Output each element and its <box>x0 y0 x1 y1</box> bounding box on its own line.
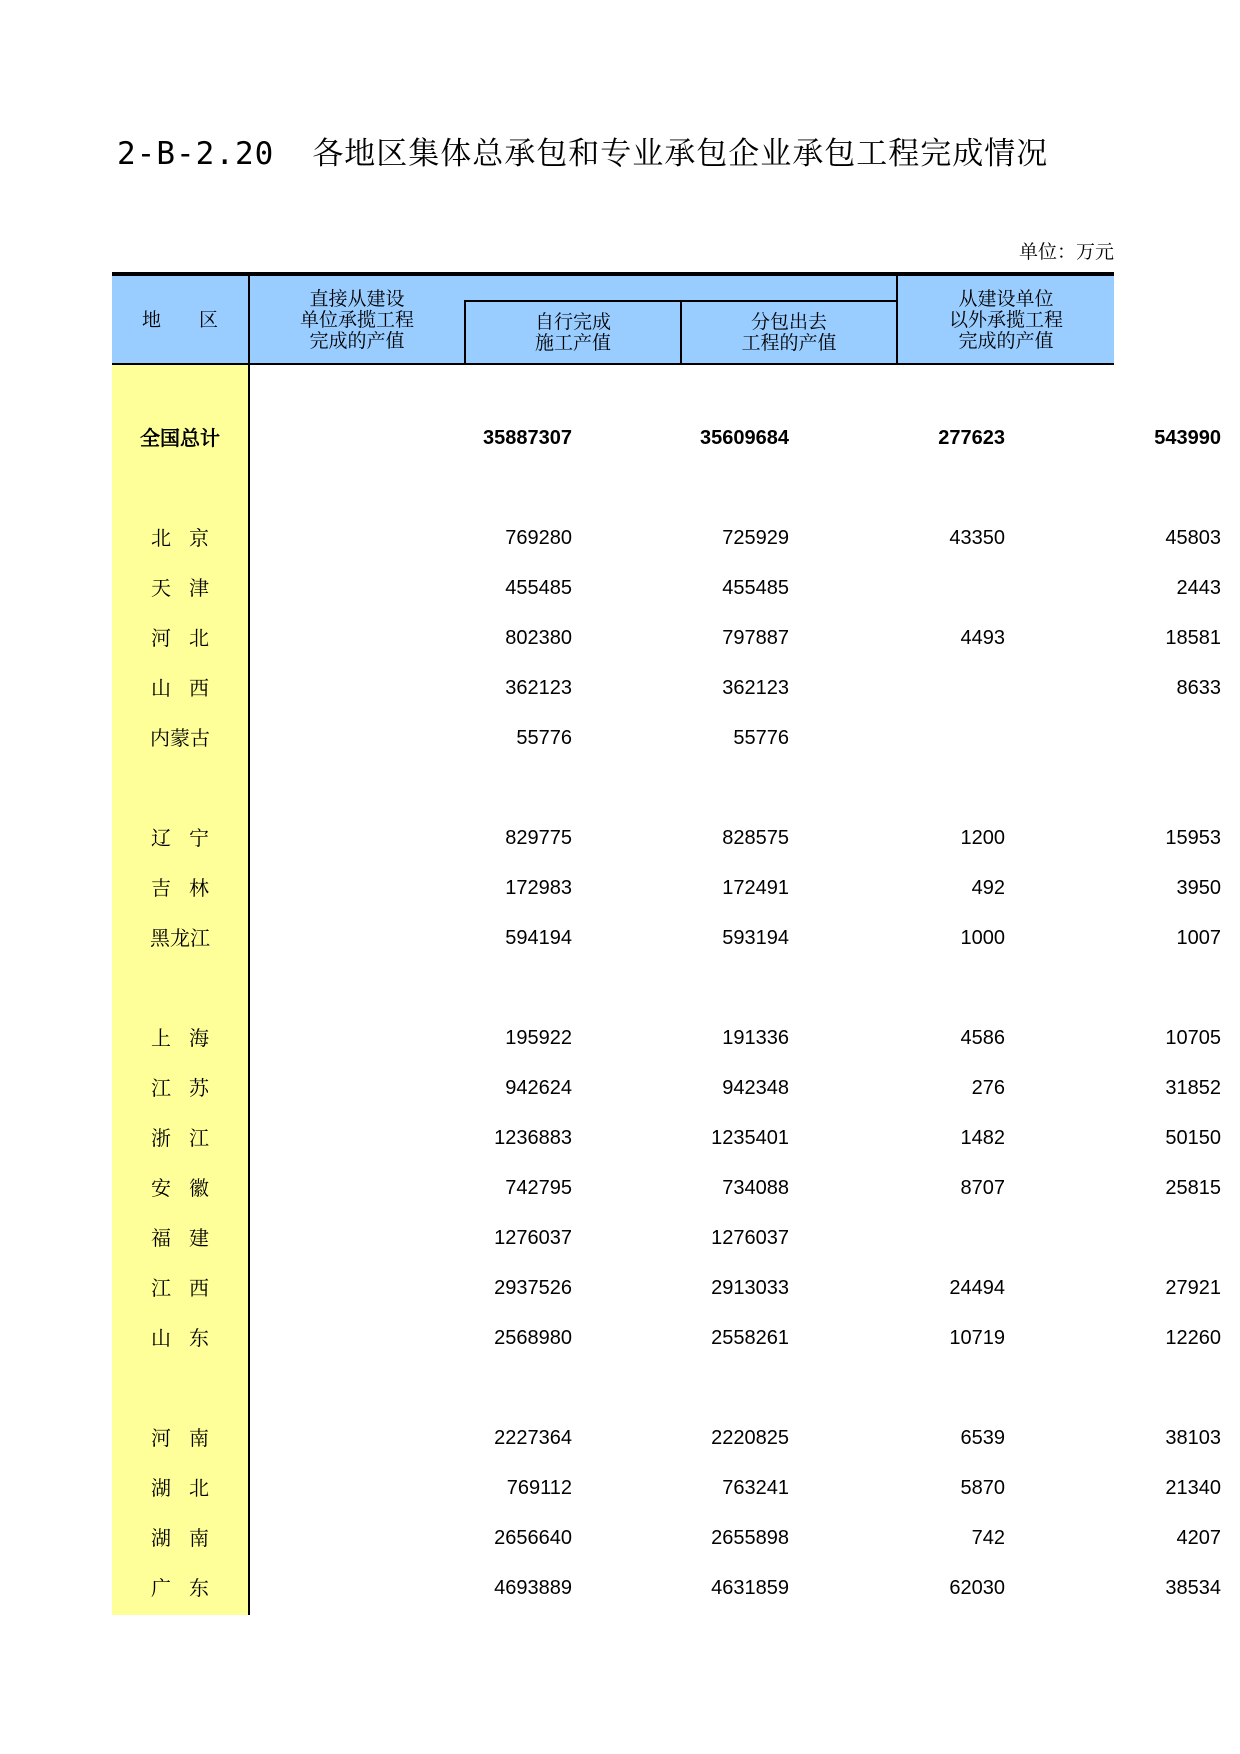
value-self: 172491 <box>722 877 789 899</box>
value-sub: 277623 <box>938 427 1005 449</box>
value-self: 2655898 <box>711 1527 789 1549</box>
region-name: 北京 <box>151 526 227 550</box>
table-row <box>112 1568 1221 1608</box>
table-row <box>112 1168 1221 1208</box>
table-row <box>112 1118 1221 1158</box>
region-name: 浙江 <box>151 1126 227 1150</box>
region-name: 广东 <box>151 1576 227 1600</box>
header-self-completed: 自行完成 施工产值 <box>534 311 611 354</box>
value-direct: 769280 <box>505 527 572 549</box>
value-sub: 10719 <box>949 1327 1005 1349</box>
total-row <box>112 418 1221 458</box>
value-other: 4207 <box>1176 1527 1221 1549</box>
value-sub: 24494 <box>949 1277 1005 1299</box>
header-divider <box>248 276 250 364</box>
value-self: 593194 <box>722 927 789 949</box>
table-code: 2-B-2.20 <box>117 136 275 172</box>
value-direct: 2937526 <box>494 1277 572 1299</box>
value-self: 2220825 <box>711 1427 789 1449</box>
header-other-contract: 从建设单位 以外承揽工程 完成的产值 <box>948 287 1063 352</box>
region-name: 吉林 <box>151 876 227 900</box>
value-other: 45803 <box>1165 527 1221 549</box>
table-row <box>112 1018 1221 1058</box>
value-direct: 195922 <box>505 1027 572 1049</box>
value-other: 10705 <box>1165 1027 1221 1049</box>
value-direct: 769112 <box>506 1477 572 1499</box>
value-other: 1007 <box>1176 927 1221 949</box>
region-name: 河南 <box>151 1426 227 1450</box>
region-name: 山东 <box>151 1326 227 1350</box>
unit-label: 单位：万元 <box>1018 241 1114 263</box>
value-sub: 742 <box>971 1527 1005 1549</box>
value-direct: 829775 <box>505 827 572 849</box>
value-direct: 742795 <box>505 1177 572 1199</box>
region-name: 辽宁 <box>151 826 227 850</box>
header-divider <box>896 276 898 364</box>
table-row <box>112 1268 1221 1308</box>
value-other: 2443 <box>1176 577 1221 599</box>
region-name: 湖北 <box>151 1476 227 1500</box>
value-direct: 1236883 <box>494 1127 572 1149</box>
value-direct: 35887307 <box>483 427 572 449</box>
value-direct: 2656640 <box>494 1527 572 1549</box>
value-direct: 4693889 <box>494 1577 572 1599</box>
value-sub: 62030 <box>949 1577 1005 1599</box>
table-row <box>112 1518 1221 1558</box>
table-header <box>112 276 1114 364</box>
value-sub: 43350 <box>949 527 1005 549</box>
value-self: 35609684 <box>700 427 789 449</box>
region-name: 内蒙古 <box>150 726 210 750</box>
value-sub: 1482 <box>960 1127 1005 1149</box>
table-row <box>112 1468 1221 1508</box>
value-sub: 276 <box>971 1077 1005 1099</box>
table-row <box>112 718 1114 758</box>
header-divider <box>680 300 682 364</box>
value-self: 2913033 <box>711 1277 789 1299</box>
value-other: 18581 <box>1165 627 1221 649</box>
table-row <box>112 1218 1114 1258</box>
table-row <box>112 1318 1221 1358</box>
region-name: 湖南 <box>151 1526 227 1550</box>
value-self: 1235401 <box>711 1127 789 1149</box>
value-other: 15953 <box>1165 827 1221 849</box>
value-other: 3950 <box>1176 877 1221 899</box>
value-self: 797887 <box>722 627 789 649</box>
value-direct: 802380 <box>505 627 572 649</box>
value-self: 725929 <box>722 527 789 549</box>
value-self: 362123 <box>722 677 789 699</box>
value-other <box>899 718 1221 758</box>
value-self: 4631859 <box>711 1577 789 1599</box>
value-direct: 55776 <box>516 727 572 749</box>
value-direct: 594194 <box>505 927 572 949</box>
value-other: 50150 <box>1165 1127 1221 1149</box>
table-row <box>112 1068 1221 1108</box>
region-name: 河北 <box>151 626 227 650</box>
table-row <box>112 568 1221 608</box>
value-other: 21340 <box>1165 1477 1221 1499</box>
value-self: 455485 <box>722 577 789 599</box>
value-sub: 492 <box>971 877 1005 899</box>
table-row <box>112 518 1221 558</box>
value-other: 8633 <box>1176 677 1221 699</box>
value-self: 828575 <box>722 827 789 849</box>
region-name: 上海 <box>151 1026 227 1050</box>
value-other: 38103 <box>1165 1427 1221 1449</box>
table-row <box>112 918 1221 958</box>
value-self: 2558261 <box>711 1327 789 1349</box>
value-direct: 1276037 <box>494 1227 572 1249</box>
value-direct: 2227364 <box>494 1427 572 1449</box>
table-row <box>112 868 1221 908</box>
value-sub: 5870 <box>960 1477 1005 1499</box>
value-sub: 6539 <box>960 1427 1005 1449</box>
value-sub: 1000 <box>960 927 1005 949</box>
value-sub: 8707 <box>960 1177 1005 1199</box>
value-other: 31852 <box>1165 1077 1221 1099</box>
page-title <box>117 128 1048 173</box>
value-other: 12260 <box>1165 1327 1221 1349</box>
header-divider <box>464 300 466 364</box>
value-self: 1276037 <box>711 1227 789 1249</box>
header-subdivider <box>464 300 898 302</box>
region-name: 黑龙江 <box>150 926 210 950</box>
value-direct: 362123 <box>505 677 572 699</box>
header-region: 地 区 <box>141 308 218 331</box>
value-other: 27921 <box>1165 1277 1221 1299</box>
region-name: 江苏 <box>151 1076 227 1100</box>
value-direct: 942624 <box>505 1077 572 1099</box>
region-name: 天津 <box>151 576 227 600</box>
table-row <box>112 818 1221 858</box>
value-self: 734088 <box>722 1177 789 1199</box>
header-bottom-border <box>112 363 1114 365</box>
value-direct: 2568980 <box>494 1327 572 1349</box>
value-sub: 4586 <box>960 1027 1005 1049</box>
value-other <box>899 1218 1221 1258</box>
value-self: 55776 <box>733 727 789 749</box>
header-subcontracted: 分包出去 工程的产值 <box>741 311 837 354</box>
value-self: 191336 <box>722 1027 789 1049</box>
value-self: 763241 <box>722 1477 789 1499</box>
table-title: 各地区集体总承包和专业承包企业承包工程完成情况 <box>312 136 1049 172</box>
region-name: 福建 <box>151 1226 227 1250</box>
value-self: 942348 <box>722 1077 789 1099</box>
value-direct: 172983 <box>505 877 572 899</box>
region-name: 全国总计 <box>140 426 220 450</box>
table-row <box>112 668 1221 708</box>
value-other: 38534 <box>1165 1577 1221 1599</box>
table-row <box>112 618 1221 658</box>
table-row <box>112 1418 1221 1458</box>
region-name: 安徽 <box>151 1176 227 1200</box>
region-name: 山西 <box>151 676 227 700</box>
header-direct-contract: 直接从建设 单位承揽工程 完成的产值 <box>299 287 414 352</box>
value-other: 25815 <box>1165 1177 1221 1199</box>
value-direct: 455485 <box>505 577 572 599</box>
value-sub: 4493 <box>960 627 1005 649</box>
region-name: 江西 <box>151 1276 227 1300</box>
value-sub: 1200 <box>960 827 1005 849</box>
value-other: 543990 <box>1154 427 1221 449</box>
